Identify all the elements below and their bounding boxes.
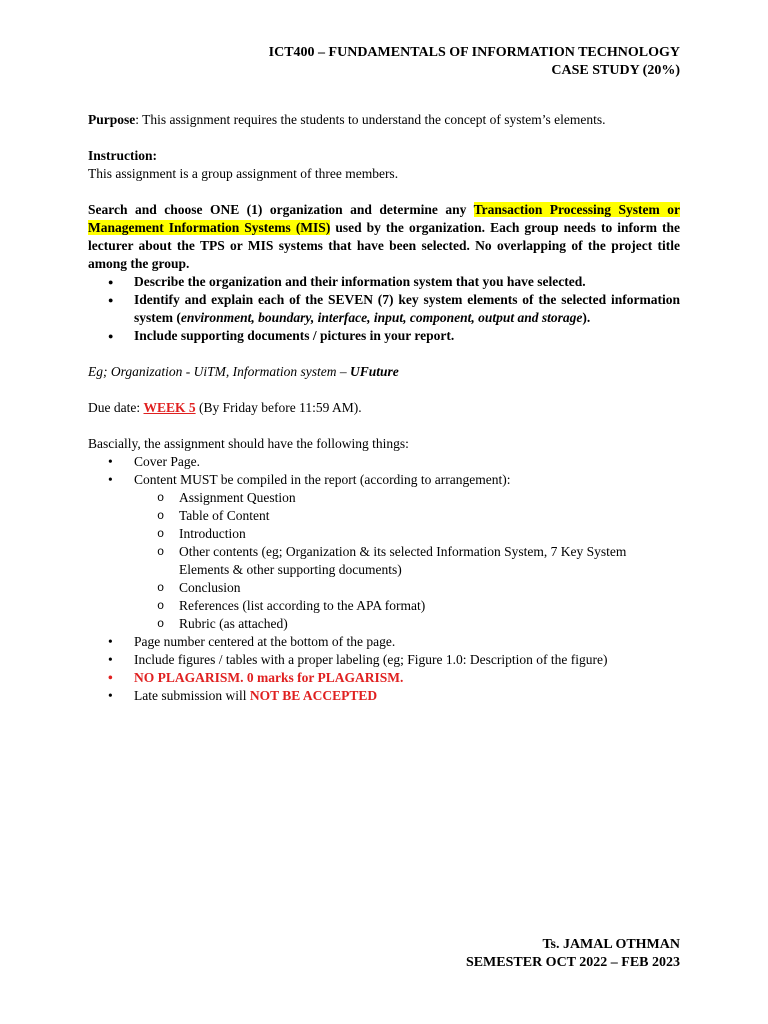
task-bullet-include: ● Include supporting documents / pictures in your report. (134, 327, 680, 345)
semester-label: SEMESTER OCT 2022 – FEB 2023 (465, 955, 680, 970)
due-date-line (88, 399, 680, 417)
due-label: Due date: (88, 400, 144, 415)
task-bullet-list (88, 273, 680, 345)
late-text: Late submission will (134, 688, 250, 703)
sub-item-conclusion: o Conclusion (179, 579, 680, 597)
purpose-label: Purpose (88, 112, 136, 127)
sub-item-assignment-question: o Assignment Question (179, 489, 680, 507)
purpose-text: : This assignment requires the students to understand the concept of system’s elements. (135, 112, 606, 127)
req-page-number: • Page number centered at the bottom of the page. (134, 633, 680, 651)
assignment-type: CASE STUDY (20%) (551, 63, 680, 78)
req-no-plagiarism: • NO PLAGARISM. 0 marks for PLAGARISM. (134, 669, 680, 687)
due-rest: (By Friday before 11:59 AM). (195, 400, 362, 415)
document-footer (466, 936, 680, 972)
late-emphasis: NOT BE ACCEPTED (249, 688, 378, 703)
requirements-intro: Bascially, the assignment should have the following things: (88, 436, 409, 451)
task-bullet-identify-elements: environment, boundary, interface, input, component, output and storage (180, 310, 583, 325)
purpose-paragraph (88, 111, 680, 129)
req-late-submission (134, 687, 680, 705)
document-header (88, 44, 680, 80)
task-bullet-describe: ● Describe the organization and their information system that you have selected. (134, 273, 680, 291)
requirements-list (88, 453, 680, 705)
task-highlight: Transaction Processing System or Management Information Systems (MIS) (88, 202, 680, 235)
example-line (88, 363, 680, 381)
sub-item-table-of-content: o Table of Content (179, 507, 680, 525)
task-bullet-identify-post: ). (582, 310, 591, 325)
course-title: ICT400 – FUNDAMENTALS OF INFORMATION TECHNOLOGY (268, 45, 680, 60)
instruction-label: Instruction: (88, 148, 158, 163)
req-content (134, 471, 680, 633)
due-week: WEEK 5 (143, 400, 196, 415)
task-bullet-identify-pre: Identify and explain each of the SEVEN (7) key system elements of the selected information system ( (134, 292, 680, 325)
task-bullet-identify (134, 291, 680, 327)
example-text: Eg; Organization - UiTM, Information system – (88, 364, 350, 379)
task-text-part2: used by the organization. Each group needs to inform the lecturer about the TPS or MIS systems that have been selected. No overlapping of the project title among the group. (88, 220, 680, 271)
sub-item-other-contents: o Other contents (eg; Organization & its selected Information System, 7 Key System Elements & other supporting documents) (179, 543, 680, 579)
task-text-part1: Search and choose ONE (1) organization and determine any (88, 202, 474, 217)
sub-item-introduction: o Introduction (179, 525, 680, 543)
content-sub-list (134, 489, 680, 633)
sub-item-references: o References (list according to the APA format) (179, 597, 680, 615)
req-content-text: Content MUST be compiled in the report (according to arrangement): (134, 472, 511, 487)
req-cover-page: • Cover Page. (134, 453, 680, 471)
example-emphasis: UFuture (350, 364, 399, 379)
req-figures: • Include figures / tables with a proper labeling (eg; Figure 1.0: Description of the figure) (134, 651, 680, 669)
task-paragraph (88, 201, 680, 273)
lecturer-name: Ts. JAMAL OTHMAN (542, 937, 680, 952)
sub-item-rubric: o Rubric (as attached) (179, 615, 680, 633)
instruction-text: This assignment is a group assignment of three members. (88, 166, 399, 181)
